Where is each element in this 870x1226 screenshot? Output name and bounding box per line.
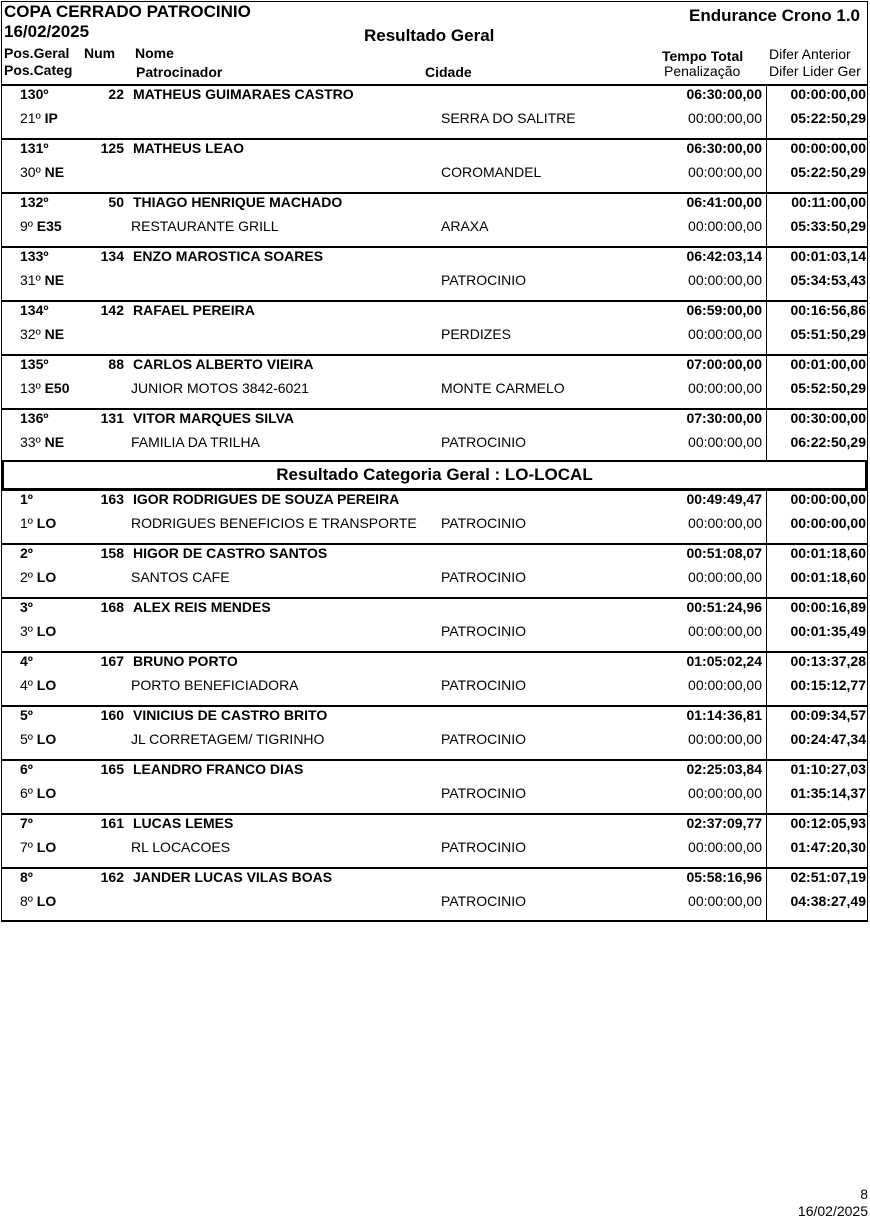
diff-previous: 00:11:00,00: [791, 194, 866, 210]
pos-category: [20, 677, 56, 693]
diff-previous: 00:01:03,14: [790, 248, 866, 264]
column-divider: [766, 815, 767, 867]
category-code: LO: [36, 569, 57, 585]
diff-previous: 00:00:00,00: [790, 86, 866, 102]
city: PATROCINIO: [441, 785, 527, 801]
competitor-name: ALEX REIS MENDES: [133, 599, 271, 615]
sponsor: PORTO BENEFICIADORA: [131, 677, 299, 693]
pos-category-number: 1º: [20, 515, 33, 531]
column-divider: [766, 194, 767, 246]
competitor-number: 134: [100, 248, 124, 264]
competitor-number: 160: [100, 707, 124, 723]
print-date: 16/02/2025: [797, 1203, 868, 1219]
column-divider: [766, 707, 767, 759]
col-difer-anterior: Difer Anterior: [769, 46, 851, 62]
diff-leader: 00:24:47,34: [790, 731, 866, 747]
competitor-name: BRUNO PORTO: [133, 653, 238, 669]
pos-category: [20, 893, 56, 909]
diff-leader: 00:01:18,60: [790, 569, 866, 585]
column-divider: [766, 410, 767, 462]
pos-category-number: 31º: [20, 272, 41, 288]
diff-previous: 00:01:00,00: [790, 356, 866, 372]
pos-category: [20, 515, 56, 531]
city: PATROCINIO: [441, 515, 527, 531]
software-name: Endurance Crono 1.0: [689, 6, 860, 25]
city: ARAXA: [441, 218, 489, 234]
table-row: [0, 354, 870, 408]
diff-leader: 05:22:50,29: [790, 164, 866, 180]
category-code: LO: [36, 623, 57, 639]
city: MONTE CARMELO: [441, 380, 565, 396]
table-row: [0, 759, 870, 813]
sponsor: SANTOS CAFE: [131, 569, 230, 585]
column-divider: [766, 599, 767, 651]
pos-category: [20, 785, 56, 801]
col-pos-categ: Pos.Categ: [4, 62, 73, 78]
column-divider: [766, 761, 767, 813]
diff-leader: 00:15:12,77: [790, 677, 866, 693]
pos-category: [20, 731, 56, 747]
pos-geral: 8º: [20, 869, 33, 885]
pos-geral: 2º: [20, 545, 33, 561]
table-row: [0, 489, 870, 543]
pos-category-number: 7º: [20, 839, 33, 855]
pos-category-number: 8º: [20, 893, 33, 909]
competitor-name: VITOR MARQUES SILVA: [133, 410, 295, 426]
city: SERRA DO SALITRE: [441, 110, 576, 126]
pos-geral: 130º: [20, 86, 49, 102]
pos-geral: 133º: [20, 248, 49, 264]
city: PATROCINIO: [441, 434, 527, 450]
competitor-name: ENZO MAROSTICA SOARES: [133, 248, 324, 264]
category-code: E35: [36, 218, 62, 234]
city: PATROCINIO: [441, 731, 527, 747]
table-row: [0, 705, 870, 759]
total-time: 06:30:00,00: [686, 86, 762, 102]
page-number: 8: [860, 1186, 868, 1202]
diff-leader: 04:38:27,49: [790, 893, 866, 909]
column-divider: [766, 86, 767, 138]
total-time: 00:51:24,96: [686, 599, 762, 615]
competitor-number: 158: [100, 545, 124, 561]
col-penalizacao: Penalização: [664, 63, 741, 79]
pos-category-number: 13º: [20, 380, 41, 396]
diff-leader: 05:51:50,29: [790, 326, 866, 342]
pos-category-number: 33º: [20, 434, 41, 450]
total-time: 01:14:36,81: [686, 707, 762, 723]
diff-previous: 00:12:05,93: [790, 815, 866, 831]
penalty-time: 00:00:00,00: [688, 515, 762, 531]
pos-category: [20, 434, 64, 450]
diff-previous: 02:51:07,19: [790, 869, 866, 885]
penalty-time: 00:00:00,00: [688, 785, 762, 801]
pos-geral: 1º: [20, 491, 33, 507]
penalty-time: 00:00:00,00: [688, 623, 762, 639]
category-code: IP: [44, 110, 58, 126]
category-code: LO: [36, 785, 57, 801]
total-time: 06:59:00,00: [686, 302, 762, 318]
diff-leader: 00:01:35,49: [790, 623, 866, 639]
pos-category: [20, 110, 58, 126]
pos-geral: 136º: [20, 410, 49, 426]
col-tempo-total: Tempo Total: [662, 48, 744, 64]
competitor-number: 162: [100, 869, 124, 885]
pos-geral: 135º: [20, 356, 49, 372]
pos-geral: 132º: [20, 194, 49, 210]
column-divider: [766, 545, 767, 597]
page-footer: [798, 1186, 868, 1220]
table-row: [0, 138, 870, 192]
pos-category-number: 32º: [20, 326, 41, 342]
category-code: NE: [44, 272, 65, 288]
penalty-time: 00:00:00,00: [688, 677, 762, 693]
col-pos-geral: Pos.Geral: [4, 45, 70, 61]
table-row: [0, 543, 870, 597]
competitor-number: 88: [108, 356, 124, 372]
pos-category: [20, 218, 62, 234]
sponsor: RESTAURANTE GRILL: [131, 218, 279, 234]
pos-geral: 5º: [20, 707, 33, 723]
column-divider: [766, 869, 767, 921]
event-date: 16/02/2025: [4, 22, 90, 41]
pos-category: [20, 164, 64, 180]
competitor-name: THIAGO HENRIQUE MACHADO: [133, 194, 343, 210]
col-cidade: Cidade: [425, 64, 472, 80]
diff-previous: 00:30:00,00: [790, 410, 866, 426]
total-time: 00:49:49,47: [686, 491, 762, 507]
sponsor: RL LOCACOES: [131, 839, 231, 855]
competitor-number: 50: [108, 194, 124, 210]
diff-previous: 00:13:37,28: [790, 653, 866, 669]
competitor-number: 142: [100, 302, 124, 318]
report-title: Resultado Geral: [364, 26, 495, 45]
competitor-name: HIGOR DE CASTRO SANTOS: [133, 545, 328, 561]
total-time: 06:42:03,14: [686, 248, 762, 264]
table-row: [0, 300, 870, 354]
total-time: 02:37:09,77: [686, 815, 762, 831]
column-divider: [766, 653, 767, 705]
category-code: LO: [36, 515, 57, 531]
diff-leader: 06:22:50,29: [790, 434, 866, 450]
competitor-name: LEANDRO FRANCO DIAS: [133, 761, 304, 777]
category-code: NE: [44, 326, 65, 342]
competitor-name: MATHEUS LEAO: [133, 140, 244, 156]
col-num: Num: [84, 45, 116, 61]
diff-leader: 05:52:50,29: [790, 380, 866, 396]
competitor-number: 168: [100, 599, 124, 615]
city: PATROCINIO: [441, 569, 527, 585]
city: PATROCINIO: [441, 839, 527, 855]
table-bottom-rule: [1, 920, 868, 922]
penalty-time: 00:00:00,00: [688, 434, 762, 450]
diff-previous: 00:00:16,89: [790, 599, 866, 615]
pos-geral: 134º: [20, 302, 49, 318]
competitor-number: 165: [100, 761, 124, 777]
pos-geral: 6º: [20, 761, 33, 777]
total-time: 01:05:02,24: [686, 653, 762, 669]
category-code: NE: [44, 434, 65, 450]
penalty-time: 00:00:00,00: [688, 893, 762, 909]
category-code: E50: [44, 380, 70, 396]
competitor-name: JANDER LUCAS VILAS BOAS: [133, 869, 333, 885]
competitor-number: 163: [100, 491, 124, 507]
column-divider: [766, 356, 767, 408]
section-title: Resultado Categoria Geral : LO-LOCAL: [2, 460, 867, 490]
city: COROMANDEL: [441, 164, 542, 180]
table-row: [0, 867, 870, 921]
col-patrocinador: Patrocinador: [136, 64, 223, 80]
sponsor: FAMILIA DA TRILHA: [131, 434, 260, 450]
city: PERDIZES: [441, 326, 512, 342]
competitor-name: CARLOS ALBERTO VIEIRA: [133, 356, 314, 372]
competitor-number: 131: [100, 410, 124, 426]
pos-category-number: 9º: [20, 218, 33, 234]
diff-previous: 00:00:00,00: [790, 491, 866, 507]
diff-previous: 01:10:27,03: [790, 761, 866, 777]
category-code: LO: [36, 731, 57, 747]
sponsor: RODRIGUES BENEFICIOS E TRANSPORTE: [131, 515, 417, 531]
penalty-time: 00:00:00,00: [688, 569, 762, 585]
total-time: 06:30:00,00: [686, 140, 762, 156]
total-time: 00:51:08,07: [686, 545, 762, 561]
pos-category-number: 4º: [20, 677, 33, 693]
penalty-time: 00:00:00,00: [688, 164, 762, 180]
diff-leader: 01:47:20,30: [790, 839, 866, 855]
category-code: NE: [44, 164, 65, 180]
column-divider: [766, 140, 767, 192]
competitor-number: 161: [100, 815, 124, 831]
competitor-name: VINICIUS DE CASTRO BRITO: [133, 707, 328, 723]
table-row: [0, 408, 870, 462]
pos-category-number: 30º: [20, 164, 41, 180]
pos-category: [20, 272, 64, 288]
pos-category: [20, 326, 64, 342]
penalty-time: 00:00:00,00: [688, 839, 762, 855]
total-time: 07:00:00,00: [686, 356, 762, 372]
competitor-number: 167: [100, 653, 124, 669]
penalty-time: 00:00:00,00: [688, 218, 762, 234]
competitor-number: 125: [100, 140, 124, 156]
competitor-number: 22: [108, 86, 124, 102]
sponsor: JUNIOR MOTOS 3842-6021: [131, 380, 309, 396]
diff-leader: 05:34:53,43: [790, 272, 866, 288]
pos-category-number: 3º: [20, 623, 33, 639]
event-title: COPA CERRADO PATROCINIO: [4, 2, 251, 21]
category-code: LO: [36, 893, 57, 909]
penalty-time: 00:00:00,00: [688, 110, 762, 126]
diff-leader: 05:22:50,29: [790, 110, 866, 126]
category-code: LO: [36, 839, 57, 855]
table-row: [0, 813, 870, 867]
diff-previous: 00:16:56,86: [790, 302, 866, 318]
diff-leader: 05:33:50,29: [790, 218, 866, 234]
city: PATROCINIO: [441, 623, 527, 639]
total-time: 05:58:16,96: [686, 869, 762, 885]
pos-geral: 131º: [20, 140, 49, 156]
pos-category-number: 5º: [20, 731, 33, 747]
city: PATROCINIO: [441, 893, 527, 909]
total-time: 06:41:00,00: [686, 194, 762, 210]
pos-geral: 7º: [20, 815, 33, 831]
table-row: [0, 651, 870, 705]
table-row: [0, 246, 870, 300]
pos-category: [20, 839, 56, 855]
column-divider: [766, 491, 767, 543]
diff-previous: 00:00:00,00: [790, 140, 866, 156]
competitor-name: LUCAS LEMES: [133, 815, 234, 831]
column-divider: [766, 302, 767, 354]
pos-category-number: 6º: [20, 785, 33, 801]
penalty-time: 00:00:00,00: [688, 380, 762, 396]
diff-leader: 01:35:14,37: [790, 785, 866, 801]
col-difer-lider: Difer Lider Ger: [769, 63, 861, 79]
pos-category-number: 21º: [20, 110, 41, 126]
table-row: [0, 597, 870, 651]
diff-leader: 00:00:00,00: [790, 515, 866, 531]
penalty-time: 00:00:00,00: [688, 731, 762, 747]
diff-previous: 00:09:34,57: [790, 707, 866, 723]
city: PATROCINIO: [441, 272, 527, 288]
total-time: 07:30:00,00: [686, 410, 762, 426]
penalty-time: 00:00:00,00: [688, 326, 762, 342]
penalty-time: 00:00:00,00: [688, 272, 762, 288]
table-row: [0, 192, 870, 246]
total-time: 02:25:03,84: [686, 761, 762, 777]
category-code: LO: [36, 677, 57, 693]
competitor-name: RAFAEL PEREIRA: [133, 302, 255, 318]
competitor-name: MATHEUS GUIMARAES CASTRO: [133, 86, 354, 102]
column-divider: [766, 248, 767, 300]
pos-category-number: 2º: [20, 569, 33, 585]
diff-previous: 00:01:18,60: [790, 545, 866, 561]
city: PATROCINIO: [441, 677, 527, 693]
sponsor: JL CORRETAGEM/ TIGRINHO: [131, 731, 325, 747]
pos-category: [20, 623, 56, 639]
pos-category: [20, 380, 70, 396]
pos-geral: 3º: [20, 599, 33, 615]
competitor-name: IGOR RODRIGUES DE SOUZA PEREIRA: [133, 491, 400, 507]
pos-geral: 4º: [20, 653, 33, 669]
report-header: [0, 0, 870, 92]
table-row: [0, 84, 870, 138]
col-nome: Nome: [135, 45, 174, 61]
pos-category: [20, 569, 56, 585]
